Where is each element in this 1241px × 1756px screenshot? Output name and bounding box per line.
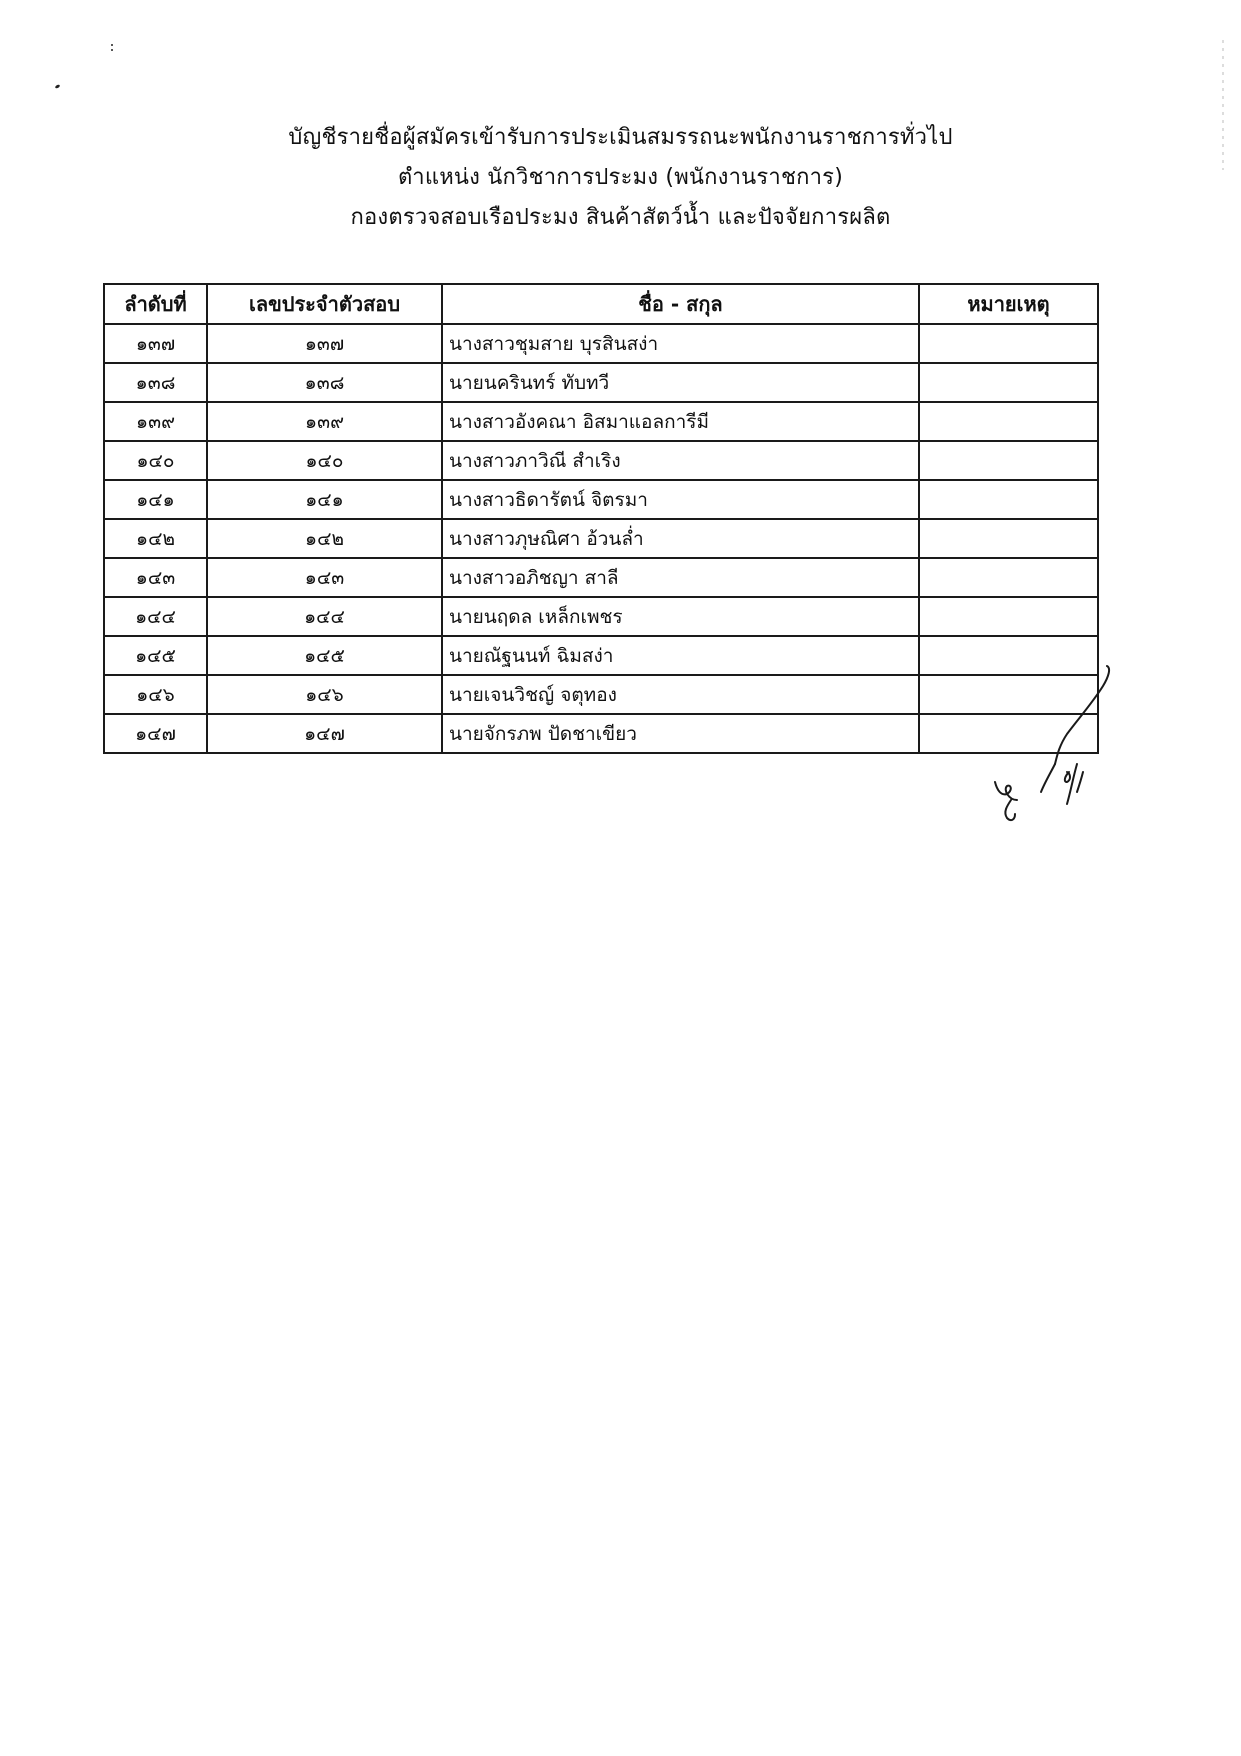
full-name-cell: นายณัฐนนท์ ฉิมสง่า [442,636,919,675]
full-name-cell: นางสาวภาวิณี สำเริง [442,441,919,480]
scan-speck [111,49,113,51]
table-header-row [104,284,1098,324]
order-cell: ๑๓๗ [104,324,207,363]
exam-id-cell: ๑๓๘ [207,363,442,402]
order-cell: ๑๔๔ [104,597,207,636]
full-name-cell: นางสาวภุษณิศา อ้วนล่ำ [442,519,919,558]
order-cell: ๑๔๑ [104,480,207,519]
order-cell: ๑๔๖ [104,675,207,714]
exam-id-cell: ๑๓๙ [207,402,442,441]
exam-id-cell: ๑๔๗ [207,714,442,753]
table-row [104,636,1098,675]
order-cell: ๑๔๕ [104,636,207,675]
order-cell: ๑๔๗ [104,714,207,753]
exam-id-cell: ๑๔๔ [207,597,442,636]
full-name-cell: นางสาวอังคณา อิสมาแอลการีมี [442,402,919,441]
header-full-name: ชื่อ - สกุล [442,284,919,324]
table-row [104,714,1098,753]
table-row [104,519,1098,558]
title-line-3: กองตรวจสอบเรือประมง สินค้าสัตว์น้ำ และปัจจัยการผลิต [350,205,891,230]
full-name-cell: นายเจนวิชญ์ จตุทอง [442,675,919,714]
header-note: หมายเหตุ [919,284,1098,324]
full-name-cell: นายนครินทร์ ทับทวี [442,363,919,402]
exam-id-cell: ๑๔๐ [207,441,442,480]
order-cell: ๑๔๓ [104,558,207,597]
table-row [104,324,1098,363]
table-body [104,324,1098,753]
title-line-2: ตำแหน่ง นักวิชาการประมง (พนักงานราชการ) [398,165,843,190]
table-row [104,558,1098,597]
order-cell: ๑๔๐ [104,441,207,480]
table-row [104,675,1098,714]
note-cell [919,558,1098,597]
exam-id-cell: ๑๓๗ [207,324,442,363]
full-name-cell: นายจักรภพ ปัดชาเขียว [442,714,919,753]
note-cell [919,363,1098,402]
note-cell [919,519,1098,558]
scan-speck [111,44,113,46]
note-cell [919,402,1098,441]
table-row [104,363,1098,402]
order-cell: ๑๓๙ [104,402,207,441]
full-name-cell: นายนฤดล เหล็กเพชร [442,597,919,636]
note-cell [919,597,1098,636]
note-cell [919,441,1098,480]
document-title [0,118,1241,238]
exam-id-cell: ๑๔๕ [207,636,442,675]
exam-id-cell: ๑๔๑ [207,480,442,519]
title-line-1: บัญชีรายชื่อผู้สมัครเข้ารับการประเมินสมรรถนะพนักงานราชการทั่วไป [288,125,953,150]
header-exam-id: เลขประจำตัวสอบ [207,284,442,324]
table-row [104,597,1098,636]
header-order: ลำดับที่ [104,284,207,324]
handwritten-signature [985,660,1125,835]
full-name-cell: นางสาวชุมสาย บุรสินสง่า [442,324,919,363]
full-name-cell: นางสาวอภิชญา สาลี [442,558,919,597]
candidate-table [103,283,1099,754]
table-row [104,402,1098,441]
note-cell [919,324,1098,363]
order-cell: ๑๓๘ [104,363,207,402]
exam-id-cell: ๑๔๓ [207,558,442,597]
exam-id-cell: ๑๔๒ [207,519,442,558]
scan-speck [55,84,61,89]
order-cell: ๑๔๒ [104,519,207,558]
note-cell [919,480,1098,519]
full-name-cell: นางสาวธิดารัตน์ จิตรมา [442,480,919,519]
exam-id-cell: ๑๔๖ [207,675,442,714]
table-row [104,441,1098,480]
table-row [104,480,1098,519]
